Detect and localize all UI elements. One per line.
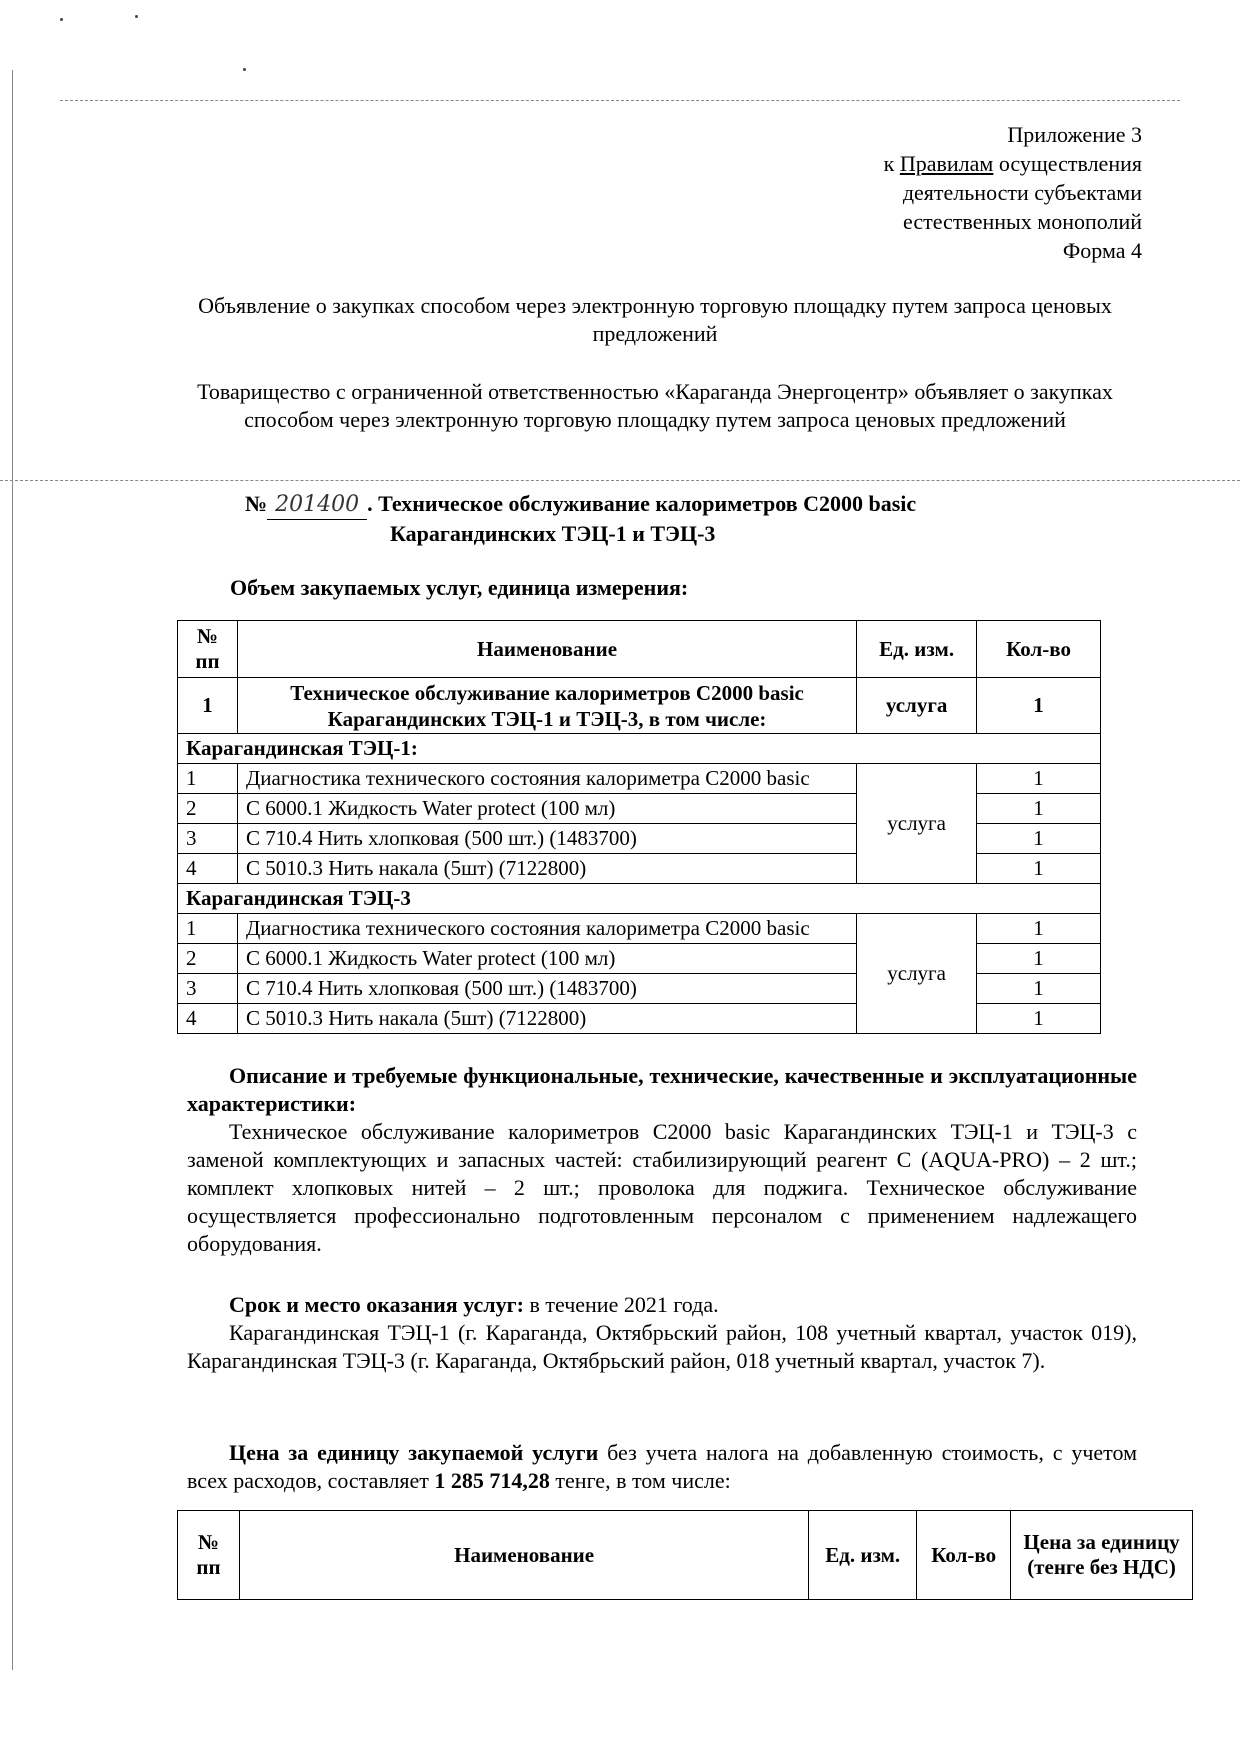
appendix-line2-suffix: осуществления xyxy=(993,151,1142,176)
procurement-title-line2: Карагандинских ТЭЦ-1 и ТЭЦ-3 xyxy=(390,521,716,546)
rules-link[interactable]: Правилам xyxy=(899,151,994,176)
appendix-header xyxy=(782,120,1142,265)
col-header-unit: Ед. изм. xyxy=(809,1511,917,1600)
scan-artifact-edge xyxy=(12,70,13,1670)
term-section xyxy=(187,1291,1137,1375)
price-section xyxy=(187,1439,1137,1495)
scan-artifact-dot xyxy=(135,15,138,18)
row-num: 2 xyxy=(178,944,238,974)
table-header-row xyxy=(178,621,1101,678)
description-heading: Описание и требуемые функциональные, технические, качественные и эксплуатационные характеристики: xyxy=(187,1063,1137,1116)
scan-artifact-dot xyxy=(243,68,246,71)
appendix-line1: Приложение 3 xyxy=(1007,122,1142,147)
main-row-name-line2: Карагандинских ТЭЦ-1 и ТЭЦ-3, в том числе: xyxy=(327,706,767,731)
row-name: C 6000.1 Жидкость Water protect (100 мл) xyxy=(237,944,856,974)
row-name: C 710.4 Нить хлопковая (500 шт.) (1483700) xyxy=(237,974,856,1004)
main-row-unit: услуга xyxy=(857,678,977,734)
row-unit: услуга xyxy=(857,764,977,884)
row-qty: 1 xyxy=(977,824,1101,854)
row-qty: 1 xyxy=(977,1004,1101,1034)
procurement-number xyxy=(245,490,916,548)
main-row-num: 1 xyxy=(178,678,238,734)
col-header-name: Наименование xyxy=(239,1511,808,1600)
appendix-line4: естественных монополий xyxy=(903,209,1142,234)
row-name: C 5010.3 Нить накала (5шт) (7122800) xyxy=(237,854,856,884)
row-name: C 710.4 Нить хлопковая (500 шт.) (1483700) xyxy=(237,824,856,854)
section-title: Карагандинская ТЭЦ-1: xyxy=(178,734,1101,764)
section-title: Карагандинская ТЭЦ-3 xyxy=(178,884,1101,914)
col-header-num: № пп xyxy=(178,621,238,678)
row-num: 3 xyxy=(178,974,238,1004)
row-name: C 6000.1 Жидкость Water protect (100 мл) xyxy=(237,794,856,824)
price-label: Цена за единицу закупаемой услуги xyxy=(229,1440,599,1465)
appendix-form-number: Форма 4 xyxy=(1062,238,1142,263)
lead-paragraph: Товарищество с ограниченной ответственностью «Караганда Энергоцентр» объявляет о закупках способом через электронную торговую площадку путем запроса ценовых предложений xyxy=(197,379,1113,432)
col-header-qty: Кол-во xyxy=(917,1511,1011,1600)
main-row-qty: 1 xyxy=(977,678,1101,734)
price-table-header-row xyxy=(178,1511,1193,1600)
row-num: 2 xyxy=(178,794,238,824)
row-name: Диагностика технического состояния калориметра С2000 basic xyxy=(237,914,856,944)
table-row xyxy=(178,764,1101,794)
row-name: Диагностика технического состояния калориметра С2000 basic xyxy=(237,764,856,794)
col-header-qty: Кол-во xyxy=(977,621,1101,678)
price-text1: без учета налога на добавленную стоимость, с учетом всех расходов, составляет xyxy=(187,1440,1137,1493)
row-qty: 1 xyxy=(977,914,1101,944)
volume-table xyxy=(177,620,1101,1034)
row-name: C 5010.3 Нить накала (5шт) (7122800) xyxy=(237,1004,856,1034)
procurement-title-line1: . Техническое обслуживание калориметров C2000 basic xyxy=(367,491,917,516)
main-row-name-line1: Техническое обслуживание калориметров C2000 basic xyxy=(290,680,804,705)
row-qty: 1 xyxy=(977,974,1101,1004)
col-header-name: Наименование xyxy=(237,621,856,678)
row-num: 4 xyxy=(178,1004,238,1034)
number-sign: № xyxy=(245,491,268,516)
row-qty: 1 xyxy=(977,944,1101,974)
term-value: в течение 2021 года. xyxy=(523,1292,719,1317)
appendix-line3: деятельности субъектами xyxy=(902,180,1142,205)
table-row xyxy=(178,914,1101,944)
price-amount: 1 285 714,28 xyxy=(434,1468,550,1493)
section-row-tec1 xyxy=(178,734,1101,764)
volume-heading: Объем закупаемых услуг, единица измерения: xyxy=(230,575,689,600)
term-line xyxy=(187,1291,1137,1319)
term-label: Срок и место оказания услуг: xyxy=(229,1292,524,1317)
appendix-line2-prefix: к xyxy=(883,151,900,176)
row-num: 3 xyxy=(178,824,238,854)
col-header-unit-price: Цена за единицу (тенге без НДС) xyxy=(1011,1511,1193,1600)
price-table xyxy=(177,1510,1193,1600)
row-num: 1 xyxy=(178,764,238,794)
col-header-unit: Ед. изм. xyxy=(857,621,977,678)
row-unit: услуга xyxy=(857,914,977,1034)
description-section xyxy=(187,1062,1137,1258)
scan-artifact-line xyxy=(0,480,1240,481)
document-title: Объявление о закупках способом через электронную торговую площадку путем запроса ценовых предложений xyxy=(198,293,1112,346)
handwritten-number: 201400 xyxy=(267,491,367,520)
col-header-num: № пп xyxy=(178,1511,240,1600)
row-num: 4 xyxy=(178,854,238,884)
section-row-tec3 xyxy=(178,884,1101,914)
description-text: Техническое обслуживание калориметров С2000 basic Карагандинских ТЭЦ-1 и ТЭЦ-3 с заменой комплектующих и запасных частей: стабилизирующий реагент С (AQUA-PRO) – 2 шт.; комплект хлопковых нитей – 2 шт.; проволока для поджига. Техническое обслуживание осуществляется профессионально подготовленным персоналом с применением надлежащего оборудования. xyxy=(187,1119,1137,1256)
row-qty: 1 xyxy=(977,764,1101,794)
row-qty: 1 xyxy=(977,794,1101,824)
main-row-name xyxy=(237,678,856,734)
scan-artifact-line xyxy=(60,100,1180,101)
appendix-line2 xyxy=(782,149,1142,178)
table-main-row xyxy=(178,678,1101,734)
row-qty: 1 xyxy=(977,854,1101,884)
price-text2: тенге, в том числе: xyxy=(549,1468,731,1493)
scan-artifact-dot xyxy=(60,18,63,21)
term-text: Карагандинская ТЭЦ-1 (г. Караганда, Октябрьский район, 108 учетный квартал, участок 019), Карагандинская ТЭЦ-3 (г. Караганда, Октябрьский район, 018 учетный квартал, участок 7). xyxy=(187,1320,1137,1373)
row-num: 1 xyxy=(178,914,238,944)
